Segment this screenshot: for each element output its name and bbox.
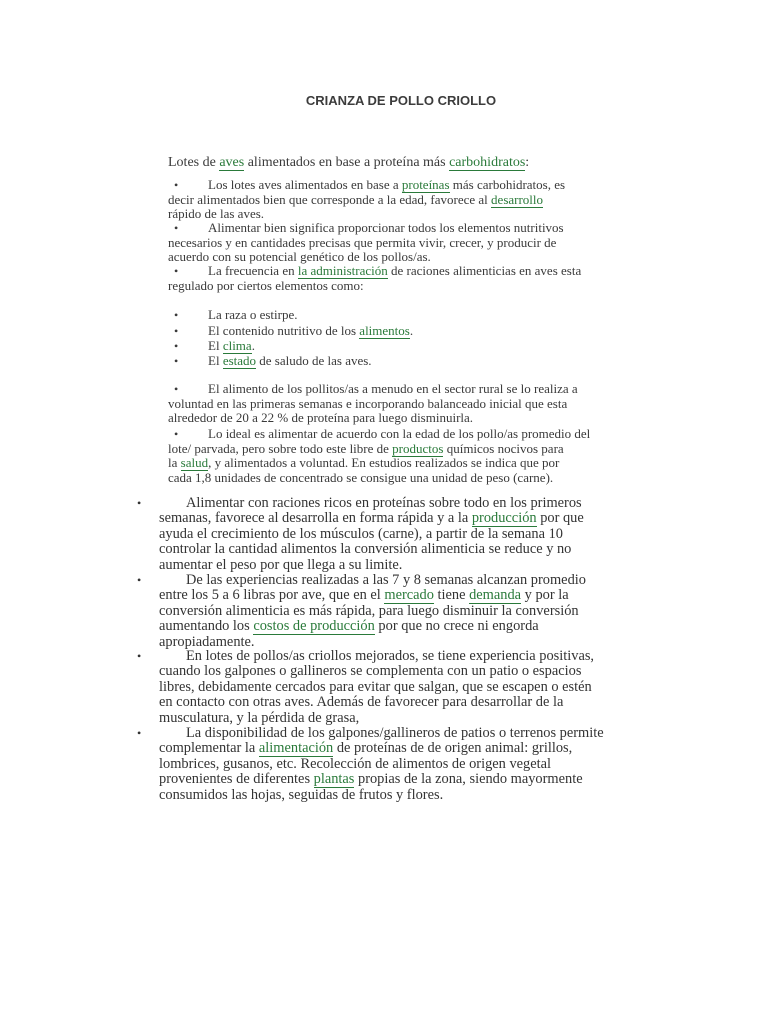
link-productos[interactable]: productos [392, 440, 444, 456]
paragraph-line: acuerdo con su potencial genético de los pollos/as. [168, 249, 431, 265]
paragraph-line: controlar la cantidad alimentos la conversión alimenticia se reduce y no [159, 541, 572, 558]
link-salud[interactable]: salud [180, 455, 209, 471]
link-produccion[interactable]: producción [471, 510, 537, 527]
paragraph-line: aumentar el peso por que llega a su limite. [159, 556, 403, 573]
paragraph-line: lombrices, gusanos, etc. Recolección de alimentos de origen vegetal [159, 755, 552, 772]
paragraph-line: libres, debidamente cercados para evitar que salgan, que se escapen o estén [159, 678, 592, 695]
paragraph-line: musculatura, y la pérdida de grasa, [159, 709, 360, 726]
paragraph-line: conversión alimenticia es más rápida, para luego disminuir la conversión [159, 602, 579, 619]
bullet: • [174, 339, 179, 353]
bullet: • [174, 221, 179, 235]
link-clima[interactable]: clima [222, 338, 252, 353]
bullet: • [174, 308, 179, 322]
intro-line [168, 155, 529, 171]
bullet: • [174, 354, 179, 368]
intro-text: alimentados en base a proteína más [244, 155, 450, 170]
paragraph-line: ayuda el crecimiento de los músculos (carne), a partir de la semana 10 [159, 525, 563, 542]
bullet: • [137, 573, 142, 587]
link-mercado[interactable]: mercado [384, 587, 434, 604]
paragraph-line: voluntad en las primeras semanas e incorporando balanceado inicial que esta [168, 395, 568, 411]
paragraph-line: en contacto con otras aves. Además de favorecer para desarrollar de la [159, 694, 564, 711]
list-item [168, 221, 638, 265]
link-aves[interactable]: aves [219, 155, 245, 170]
paragraph-line: rápido de las aves. [168, 206, 265, 222]
bullet: • [174, 178, 179, 192]
intro-text: Lotes de [168, 155, 220, 170]
paragraph-line: apropiadamente. [159, 633, 255, 650]
paragraph-line: lote/ parvada, pero sobre todo este libre de productos químicos nocivos para [168, 440, 564, 456]
paragraph-line: consumidos las hojas, seguidas de frutos y flores. [159, 786, 444, 803]
paragraph-line: Alimentar con raciones ricos en proteínas sobre todo en los primeros [186, 495, 582, 511]
paragraph-line: provenientes de diferentes plantas propias de la zona, siendo mayormente [159, 771, 583, 788]
paragraph-line: entre los 5 a 6 libras por ave, que en el mercado tiene demanda y por la [159, 587, 569, 604]
intro-text: : [525, 155, 530, 170]
paragraph-line: regulado por ciertos elementos como: [168, 277, 364, 293]
list-item [168, 339, 255, 354]
list-item [168, 354, 372, 369]
link-alimentos[interactable]: alimentos [359, 323, 410, 338]
paragraph-line: Lo ideal es alimentar de acuerdo con la edad de los pollo/as promedio del [208, 426, 591, 441]
link-costos-de-produccion[interactable]: costos de producción [253, 618, 375, 635]
paragraph-line: cuando los galpones o gallineros se complementa con un patio o espacios [159, 663, 582, 680]
bullet: • [174, 324, 179, 338]
link-administracion[interactable]: la administración [297, 263, 388, 278]
document-title: CRIANZA DE POLLO CRIOLLO [305, 93, 497, 108]
paragraph-line: complementar la alimentación de proteínas de de origen animal: grillos, [159, 740, 573, 757]
paragraph-line: cada 1,8 unidades de concentrado se consigue una unidad de peso (carne). [168, 469, 554, 485]
list-item-text: El estado de saludo de las aves. [208, 353, 372, 368]
list-item [168, 324, 413, 339]
list-item [168, 264, 638, 293]
paragraph-line: La disponibilidad de los galpones/gallineros de patios o terrenos permite [186, 725, 604, 741]
list-item [168, 178, 638, 222]
list-item-text: El contenido nutritivo de los alimentos. [208, 323, 414, 338]
link-proteinas[interactable]: proteínas [401, 177, 450, 192]
list-item [137, 649, 647, 726]
bullet: • [137, 649, 142, 663]
paragraph-line: decir alimentados bien que corresponde a la edad, favorece al desarrollo [168, 191, 544, 207]
list-item [137, 496, 647, 573]
list-item [137, 573, 647, 650]
link-alimentacion[interactable]: alimentación [258, 740, 334, 757]
list-item [168, 308, 298, 323]
paragraph-line: El alimento de los pollitos/as a menudo en el sector rural se lo realiza a [208, 381, 578, 396]
paragraph-line: La frecuencia en la administración de raciones alimenticias en aves esta [208, 263, 582, 278]
paragraph-line: semanas, favorece al desarrolla en forma rápida y a la producción por que [159, 510, 584, 527]
list-item [137, 726, 647, 803]
link-carbohidratos[interactable]: carbohidratos [449, 155, 526, 170]
link-desarrollo[interactable]: desarrollo [491, 191, 544, 207]
paragraph-line: Alimentar bien significa proporcionar todos los elementos nutritivos [208, 220, 564, 235]
link-demanda[interactable]: demanda [469, 587, 522, 604]
paragraph-line: Los lotes aves alimentados en base a proteínas más carbohidratos, es [208, 177, 566, 192]
paragraph-line: De las experiencias realizadas a las 7 y 8 semanas alcanzan promedio [186, 572, 586, 588]
list-item [168, 427, 638, 485]
bullet: • [174, 382, 179, 396]
bullet: • [174, 264, 179, 278]
bullet: • [174, 427, 179, 441]
bullet: • [137, 726, 142, 740]
paragraph-line: la salud, y alimentados a voluntad. En estudios realizados se indica que por [168, 455, 560, 471]
link-estado[interactable]: estado [222, 353, 257, 368]
link-plantas[interactable]: plantas [313, 771, 355, 788]
list-item [168, 382, 638, 426]
paragraph-line: aumentando los costos de producción por que no crece ni engorda [159, 618, 539, 635]
list-item-text: La raza o estirpe. [208, 307, 298, 322]
paragraph-line: necesarios y en cantidades precisas que permita vivir, crecer, y producir de [168, 234, 557, 250]
paragraph-line: En lotes de pollos/as criollos mejorados, se tiene experiencia positivas, [186, 648, 595, 664]
bullet: • [137, 496, 142, 510]
list-item-text: El clima. [208, 338, 255, 353]
paragraph-line: alrededor de 20 a 22 % de proteína para luego disminuirla. [168, 410, 474, 426]
